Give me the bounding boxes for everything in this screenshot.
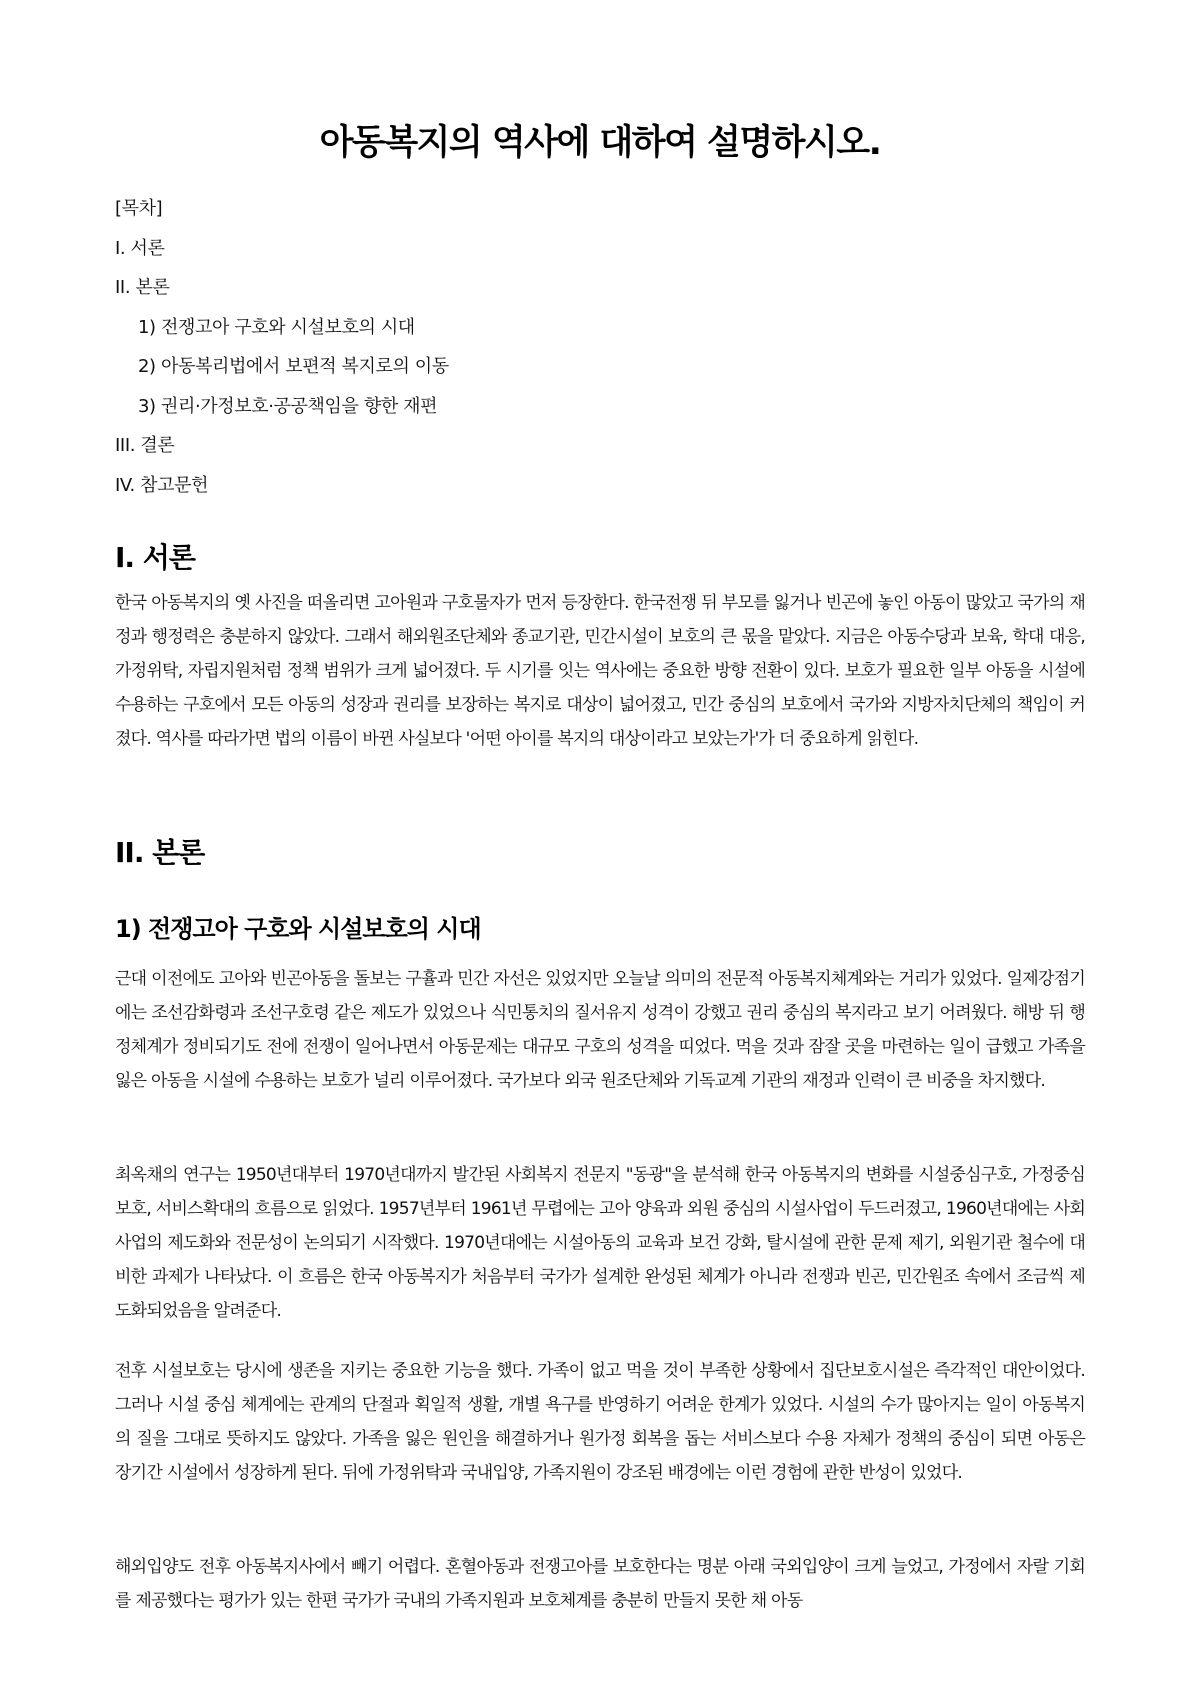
- body-heading: II. 본론: [115, 836, 205, 869]
- toc-heading: [목차]: [115, 198, 163, 219]
- section-1-paragraph-2: 최옥채의 연구는 1950년대부터 1970년대까지 발간된 사회복지 전문지 "동광"을 분석해 한국 아동복지의 변화를 시설중심구호, 가정중심보호, 서비스확대의 흐름으로 읽었다. 1957년부터 1961년 무렵에는 고아 양육과 외원 중심의 시설사업이 두드러졌고, 1960년대에는 사회사업의 제도화와 전문성이 논의되기 시작했다. 1970년대에는 시설아동의 교육과 보건 강화, 탈시설에 관한 문제 제기, 외원기관 철수에 대비한 과제가 나타났다. 이 흐름은 한국 아동복지가 처음부터 국가가 설계한 완성된 체계가 아니라 전쟁과 빈곤, 민간원조 속에서 조금씩 제도화되었음을 알려준다.: [115, 1165, 1085, 1321]
- toc-item-references: IV. 참고문헌: [115, 474, 209, 496]
- section-1-paragraph-4: 해외입양도 전후 아동복지사에서 빼기 어렵다. 혼혈아동과 전쟁고아를 보호한다는 명분 아래 국외입양이 크게 늘었고, 가정에서 자랄 기회를 제공했다는 평가가 있는 한편 국가가 국내의 가족지원과 보호체계를 충분히 만들지 못한 채 아동: [115, 1557, 1085, 1611]
- toc-item-body-3: 3) 권리·가정보호·공공책임을 향한 재편: [138, 395, 438, 417]
- intro-paragraph: 한국 아동복지의 옛 사진을 떠올리면 고아원과 구호물자가 먼저 등장한다. 한국전쟁 뒤 부모를 잃거나 빈곤에 놓인 아동이 많았고 국가의 재정과 행정력은 충분하지 않았다. 그래서 해외원조단체와 종교기관, 민간시설이 보호의 큰 몫을 맡았다. 지금은 아동수당과 보육, 학대 대응, 가정위탁, 자립지원처럼 정책 범위가 크게 넓어졌다. 두 시기를 잇는 역사에는 중요한 방향 전환이 있다. 보호가 필요한 일부 아동을 시설에 수용하는 구호에서 모든 아동의 성장과 권리를 보장하는 복지로 대상이 넓어졌고, 민간 중심의 보호에서 국가와 지방자치단체의 책임이 커졌다. 역사를 따라가면 법의 이름이 바뀐 사실보다 '어떤 아이를 복지의 대상이라고 보았는가'가 더 중요하게 읽힌다.: [115, 593, 1085, 749]
- toc-item-conclusion: III. 결론: [115, 435, 175, 456]
- intro-heading: I. 서론: [115, 541, 195, 574]
- section-1-paragraph-1: 근대 이전에도 고아와 빈곤아동을 돌보는 구휼과 민간 자선은 있었지만 오늘날 의미의 전문적 아동복지체계와는 거리가 있었다. 일제강점기에는 조선감화령과 조선구호령 같은 제도가 있었으나 식민통치의 질서유지 성격이 강했고 권리 중심의 복지라고 보기 어려웠다. 해방 뒤 행정체계가 정비되기도 전에 전쟁이 일어나면서 아동문제는 대규모 구호의 성격을 띠었다. 먹을 것과 잠잘 곳을 마련하는 일이 급했고 가족을 잃은 아동을 시설에 수용하는 보호가 널리 이루어졌다. 국가보다 외국 원조단체와 기독교계 기관의 재정과 인력이 큰 비중을 차지했다.: [115, 969, 1085, 1091]
- section-1-heading: 1) 전쟁고아 구호와 시설보호의 시대: [115, 915, 481, 943]
- toc-item-body-2: 2) 아동복리법에서 보편적 복지로의 이동: [138, 356, 449, 377]
- table-of-contents: [115, 190, 1085, 506]
- toc-item-intro: I. 서론: [115, 237, 165, 259]
- toc-item-body-1: 1) 전쟁고아 구호와 시설보호의 시대: [138, 316, 415, 338]
- toc-item-body: II. 본론: [115, 277, 170, 298]
- section-1-paragraph-3: 전후 시설보호는 당시에 생존을 지키는 중요한 기능을 했다. 가족이 없고 먹을 것이 부족한 상황에서 집단보호시설은 즉각적인 대안이었다. 그러나 시설 중심 체계에는 관계의 단절과 획일적 생활, 개별 욕구를 반영하기 어려운 한계가 있었다. 시설의 수가 많아지는 일이 아동복지의 질을 그대로 뜻하지도 않았다. 가족을 잃은 원인을 해결하거나 원가정 회복을 돕는 서비스보다 수용 자체가 정책의 중심이 되면 아동은 장기간 시설에서 성장하게 된다. 뒤에 가정위탁과 국내입양, 가족지원이 강조된 배경에는 이런 경험에 관한 반성이 있었다.: [115, 1361, 1085, 1483]
- document-title: 아동복지의 역사에 대하여 설명하시오.: [319, 123, 881, 163]
